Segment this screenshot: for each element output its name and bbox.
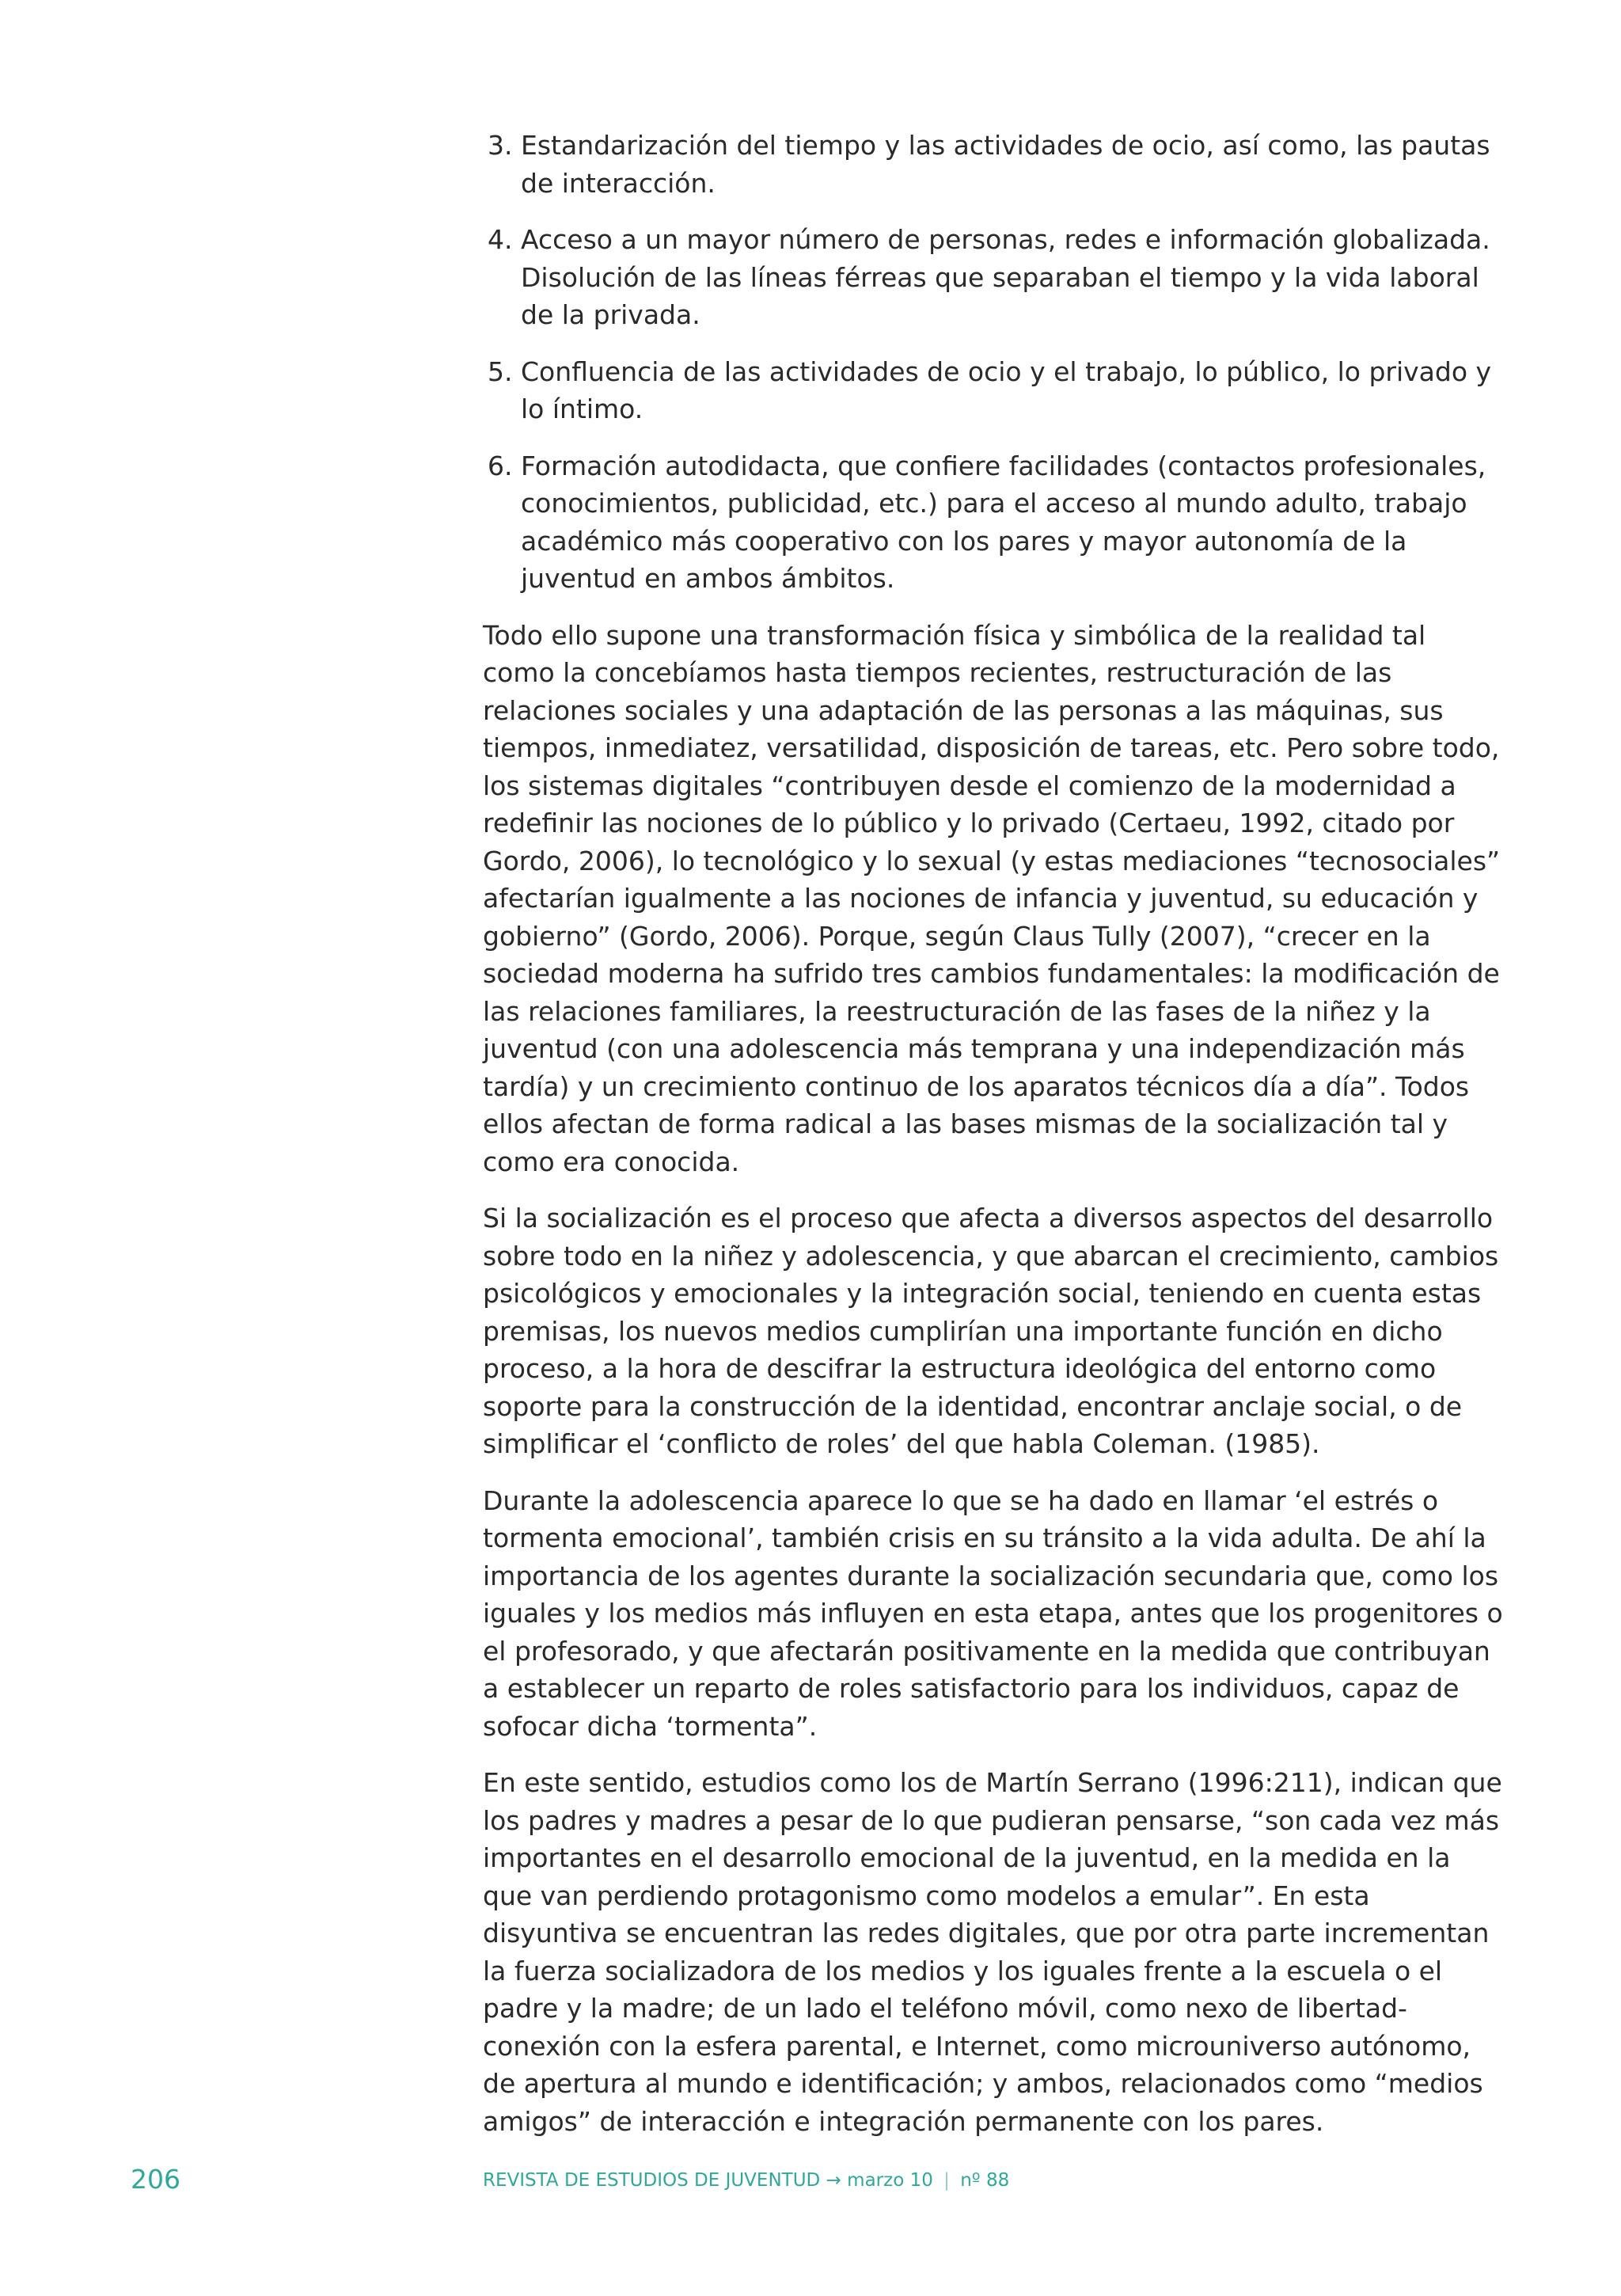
page-body [483, 127, 1504, 2159]
list-item-text: Acceso a un mayor número de personas, redes e información globalizada. Disolución de las líneas férreas que separaban el tiempo y la vida laboral de la privada. [521, 224, 1490, 330]
list-item-text: Estandarización del tiempo y las actividades de ocio, así como, las pautas de interacción. [521, 130, 1490, 199]
body-paragraph: Todo ello supone una transformación física y simbólica de la realidad tal como la concebíamos hasta tiempos recientes, restructuración de las relaciones sociales y una adaptación de las personas a las máquinas, sus tiempos, inmediatez, versatilidad, disposición de tareas, etc. Pero sobre todo, los sistemas digitales “contribuyen desde el comienzo de la modernidad a redefinir las nociones de lo público y lo privado (Certaeu, 1992, citado por Gordo, 2006), lo tecnológico y lo sexual (y estas mediaciones “tecnosociales” afectarían igualmente a las nociones de infancia y juventud, su educación y gobierno” (Gordo, 2006). Porque, según Claus Tully (2007), “crecer en la sociedad moderna ha sufrido tres cambios fundamentales: la modificación de las relaciones familiares, la reestructuración de las fases de la niñez y la juventud (con una adolescencia más temprana y una independización más tardía) y un crecimiento continuo de los aparatos técnicos día a día”. Todos ellos afectan de forma radical a las bases mismas de la socialización tal y como era conocida. [483, 619, 1501, 1177]
body-paragraph: En este sentido, estudios como los de Martín Serrano (1996:211), indican que los padres y madres a pesar de lo que pudieran pensarse, “son cada vez más importantes en el desarrollo emocional de la juventud, en la medida en la que van perdiendo protagonismo como modelos a emular”. En esta disyuntiva se encuentran las redes digitales, que por otra parte incrementan la fuerza socializadora de los medios y los iguales frente a la escuela o el padre y la madre; de un lado el teléfono móvil, como nexo de libertad-conexión con la esfera parental, e Internet, como microuniverso autónomo, de apertura al mundo e identificación; y ambos, relacionados como “medios amigos” de interacción e integración permanente con los pares. [483, 1767, 1502, 2137]
footer-separator: | [943, 2170, 950, 2191]
list-item-text: Formación autodidacta, que confiere facilidades (contactos profesionales, conocimientos, publicidad, etc.) para el acceso al mundo adulto, trabajo académico más cooperativo con los pares y mayor autonomía de la juventud en ambos ámbitos. [521, 450, 1486, 594]
list-item [488, 353, 1509, 428]
numbered-list [483, 127, 1504, 598]
list-item-number: 4. [488, 224, 513, 255]
list-item [488, 221, 1509, 334]
page-footer [0, 2164, 1621, 2203]
list-item-number: 6. [488, 450, 513, 481]
list-item [488, 447, 1509, 598]
list-item [488, 127, 1509, 202]
issue-number: nº 88 [960, 2170, 1010, 2191]
list-item-number: 5. [488, 355, 513, 387]
issue-date: marzo 10 [847, 2170, 933, 2191]
page-number: 206 [131, 2164, 180, 2195]
body-paragraph: Si la socialización es el proceso que afecta a diversos aspectos del desarrollo sobre todo en la niñez y adolescencia, y que abarcan el crecimiento, cambios psicológicos y emocionales y la integración social, teniendo en cuenta estas premisas, los nuevos medios cumplirían una importante función en dicho proceso, a la hora de descifrar la estructura ideológica del entorno como soporte para la construcción de la identidad, encontrar anclaje social, o de simplificar el ‘conflicto de roles’ del que habla Coleman. (1985). [483, 1203, 1499, 1459]
body-paragraph: Durante la adolescencia aparece lo que se ha dado en llamar ‘el estrés o tormenta emocional’, también crisis en su tránsito a la vida adulta. De ahí la importancia de los agentes durante la socialización secundaria que, como los iguales y los medios más influyen en esta etapa, antes que los progenitores o el profesorado, y que afectarán positivamente en la medida que contribuyan a establecer un reparto de roles satisfactorio para los individuos, capaz de sofocar dicha ‘tormenta”. [483, 1484, 1503, 1742]
journal-title: REVISTA DE ESTUDIOS DE JUVENTUD [483, 2170, 821, 2191]
arrow-right-icon: → [826, 2170, 841, 2191]
list-item-number: 3. [488, 130, 513, 161]
journal-reference [483, 2170, 1009, 2191]
list-item-text: Confluencia de las actividades de ocio y el trabajo, lo público, lo privado y lo íntimo. [521, 355, 1492, 424]
